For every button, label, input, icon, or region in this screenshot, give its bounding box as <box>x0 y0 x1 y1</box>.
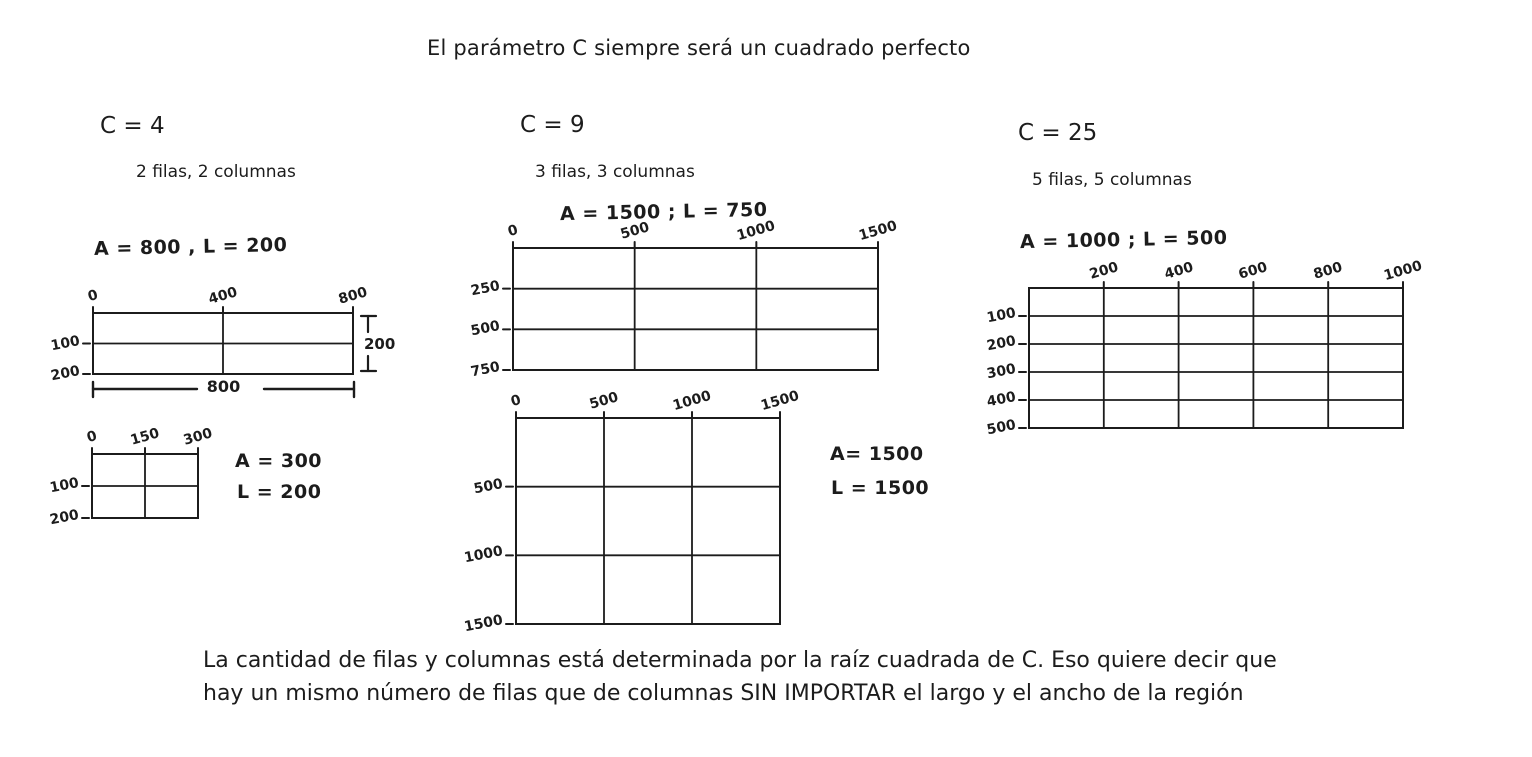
grid-c4-small-area-label: A = 300 <box>235 450 323 472</box>
x-tick-label: 400 <box>206 284 240 308</box>
y-tick-label: 200 <box>985 333 1018 355</box>
width-dimension-bracket <box>92 377 355 400</box>
y-tick-label: 500 <box>469 318 502 340</box>
y-tick-label: 400 <box>985 389 1018 411</box>
section-c9-rows-cols: 3 filas, 3 columnas <box>535 162 695 182</box>
grid-lines <box>92 454 198 518</box>
x-tick-label: 300 <box>181 425 215 449</box>
x-tick-label: 500 <box>618 219 651 243</box>
section-c9-dimensions: A = 1500 ; L = 750 <box>559 198 768 226</box>
grid-c4-main <box>49 284 370 385</box>
y-tick-label: 500 <box>985 417 1018 439</box>
footer-explanation <box>203 644 1277 710</box>
section-c25-rows-cols: 5 filas, 5 columnas <box>1032 170 1192 190</box>
grid-c9-square-area-label: A= 1500 <box>830 443 924 465</box>
x-tick-label: 600 <box>1237 259 1270 283</box>
x-tick-label: 800 <box>1311 259 1345 283</box>
y-tick-label: 500 <box>472 475 505 497</box>
x-tick-label: 400 <box>1162 259 1195 283</box>
footer-line-1: La cantidad de filas y columnas está determinada por la raíz cuadrada de C. Eso quiere decir que <box>203 648 1277 673</box>
section-c4-label: C = 4 <box>100 113 165 139</box>
grid-lines <box>93 313 353 374</box>
y-tick-label: 100 <box>49 332 82 354</box>
x-tick-label: 1000 <box>671 387 713 415</box>
x-tick-label: 0 <box>85 427 99 447</box>
x-tick-label: 0 <box>506 221 520 241</box>
x-tick-label: 150 <box>128 425 162 449</box>
x-tick-label: 1000 <box>735 217 778 245</box>
grid-c9-square-length-label: L = 1500 <box>831 477 930 499</box>
x-tick-label: 800 <box>336 284 370 308</box>
height-dimension-label: 200 <box>364 334 396 353</box>
x-tick-label: 1000 <box>1382 257 1424 285</box>
x-tick-label: 0 <box>509 391 523 411</box>
width-dimension-label: 800 <box>206 377 241 396</box>
y-tick-label: 100 <box>48 475 81 497</box>
y-tick-label: 300 <box>985 361 1018 383</box>
section-c9-label: C = 9 <box>520 112 585 138</box>
grid-c9-square <box>462 387 801 636</box>
grid-c25-main <box>985 257 1424 439</box>
x-tick-label: 200 <box>1087 259 1121 283</box>
grid-lines <box>516 418 780 624</box>
grid-c9-wide <box>469 217 899 381</box>
x-tick-label: 1500 <box>857 217 899 245</box>
y-tick-label: 1000 <box>462 543 505 567</box>
page-title: El parámetro C siempre será un cuadrado perfecto <box>427 36 971 60</box>
grid-c4-small <box>48 425 215 529</box>
y-tick-label: 250 <box>469 277 502 299</box>
grid-lines <box>513 248 878 370</box>
section-c25-dimensions: A = 1000 ; L = 500 <box>1019 226 1228 254</box>
section-c4-dimensions: A = 800 , L = 200 <box>93 233 288 261</box>
section-c25-label: C = 25 <box>1018 120 1098 146</box>
x-tick-label: 500 <box>587 389 621 413</box>
y-tick-label: 1500 <box>462 612 505 636</box>
y-tick-label: 750 <box>469 359 502 381</box>
grid-c4-small-length-label: L = 200 <box>237 481 322 503</box>
grid-lines <box>1029 288 1403 428</box>
section-c4-rows-cols: 2 filas, 2 columnas <box>136 162 296 182</box>
x-tick-label: 0 <box>86 286 100 306</box>
height-dimension-bracket <box>358 313 396 374</box>
x-tick-label: 1500 <box>759 387 801 415</box>
y-tick-label: 100 <box>985 305 1018 327</box>
y-tick-label: 200 <box>48 507 81 529</box>
y-tick-label: 200 <box>49 363 82 385</box>
footer-line-2: hay un mismo número de filas que de columnas SIN IMPORTAR el largo y el ancho de la región <box>203 681 1244 706</box>
